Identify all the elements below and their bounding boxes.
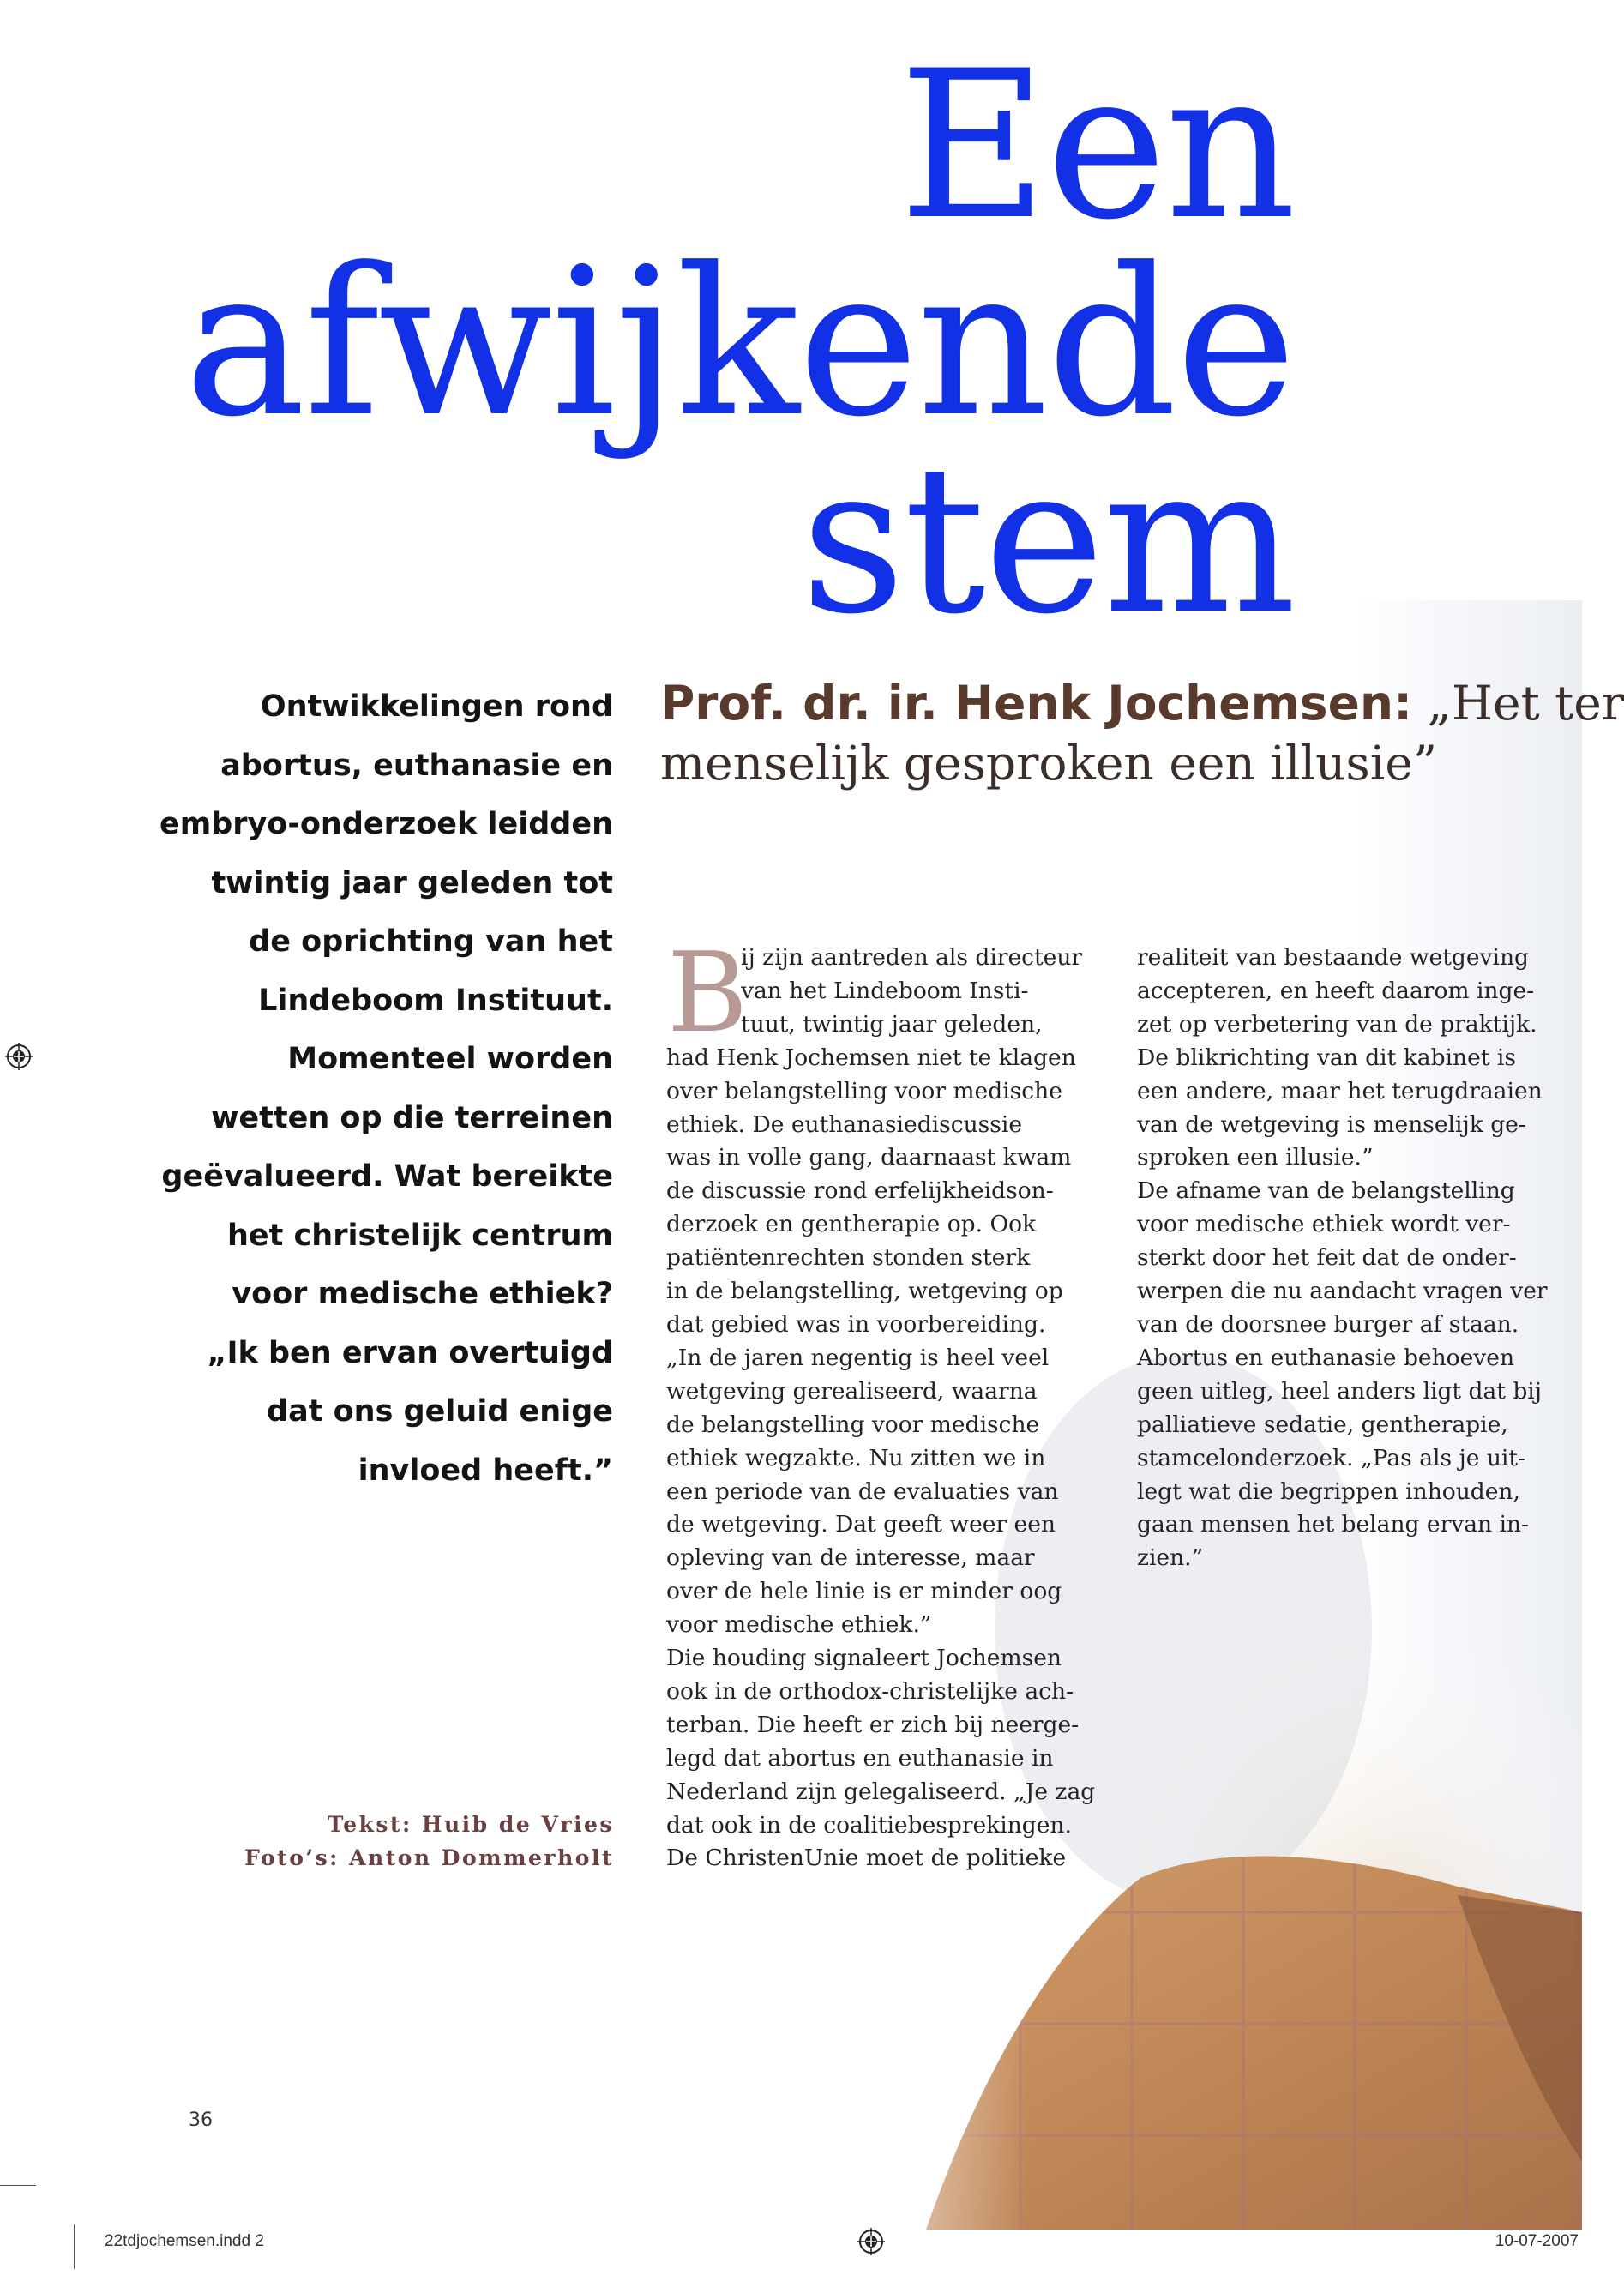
credit-photo: Foto’s: Anton Dommerholt xyxy=(244,1845,614,1870)
article-line: terban. Die heeft er zich bij neerge- xyxy=(666,1711,1080,1738)
slug-filename: 22tdjochemsen.indd 2 xyxy=(105,2232,264,2250)
article-line: derzoek en gentherapie op. Ook xyxy=(666,1211,1037,1238)
article-line: zien.” xyxy=(1137,1544,1204,1572)
article-line: van de doorsnee burger af staan. xyxy=(1137,1310,1519,1338)
article-line: zet op verbetering van de praktijk. xyxy=(1137,1010,1537,1038)
article-line: de wetgeving. Dat geeft weer een xyxy=(666,1511,1056,1538)
registration-mark-icon xyxy=(5,1043,33,1070)
article-line: palliatieve sedatie, gentherapie, xyxy=(1137,1411,1508,1438)
article-line: legd dat abortus en euthanasie in xyxy=(666,1744,1054,1772)
article-line: in de belangstelling, wetgeving op xyxy=(666,1278,1063,1305)
article-line: de discussie rond erfelijkheidson- xyxy=(666,1177,1054,1205)
article-line: Die houding signaleert Jochemsen xyxy=(666,1645,1062,1672)
article-line: een andere, maar het terugdraaien xyxy=(1137,1077,1543,1104)
article-line: wetgeving gerealiseerd, waarna xyxy=(666,1377,1038,1405)
article-line: sterkt door het feit dat de onder- xyxy=(1137,1244,1517,1272)
article-line: dat gebied was in voorbereiding. xyxy=(666,1310,1046,1338)
intro-line: voor medische ethiek? xyxy=(232,1277,613,1311)
article-line: voor medische ethiek wordt ver- xyxy=(1137,1211,1511,1238)
article-line: „In de jaren negentig is heel veel xyxy=(666,1344,1050,1371)
intro-line: abortus, euthanasie en xyxy=(220,748,613,783)
article-line: sproken een illusie.” xyxy=(1137,1144,1374,1171)
article-line: accepteren, en heeft daarom inge- xyxy=(1137,977,1535,1004)
article-column-1 xyxy=(666,942,1104,1875)
intro-line: Ontwikkelingen rond xyxy=(260,689,613,724)
subtitle-quote xyxy=(660,673,1624,793)
article-line: geen uitleg, heel anders ligt dat bij xyxy=(1137,1377,1542,1405)
article-line: Abortus en euthanasie behoeven xyxy=(1137,1344,1515,1371)
article-line: ij zijn aantreden als directeur xyxy=(741,944,1083,971)
article-line: legt wat die begrippen inhouden, xyxy=(1137,1478,1520,1505)
article-line: van de wetgeving is menselijk ge- xyxy=(1137,1110,1526,1138)
article-line: ethiek. De euthanasiediscussie xyxy=(666,1110,1023,1138)
intro-line: invloed heeft.” xyxy=(358,1453,613,1488)
article-line: werpen die nu aandacht vragen ver xyxy=(1137,1278,1548,1305)
headline-line-2: afwijkende xyxy=(183,225,1295,462)
headline-line-1: Een xyxy=(899,27,1295,265)
intro-line: de oprichting van het xyxy=(249,924,613,959)
registration-mark-icon xyxy=(857,2228,885,2255)
article-line: had Henk Jochemsen niet te klagen xyxy=(666,1044,1076,1071)
article-line: realiteit van bestaande wetgeving xyxy=(1137,944,1530,971)
article-line: stamcelonderzoek. „Pas als je uit- xyxy=(1137,1444,1525,1472)
subtitle-name: Prof. dr. ir. Henk Jochemsen: xyxy=(660,676,1413,731)
article-line: tuut, twintig jaar geleden, xyxy=(741,1010,1043,1038)
intro-line: dat ons geluid enige xyxy=(267,1394,613,1429)
article-line: Nederland zijn gelegaliseerd. „Je zag xyxy=(666,1778,1096,1805)
page-number: 36 xyxy=(189,2109,213,2131)
intro-line: Momenteel worden xyxy=(287,1042,613,1076)
article-column-2 xyxy=(1137,942,1574,1575)
article-line: over belangstelling voor medische xyxy=(666,1077,1062,1104)
article-line: ook in de orthodox-christelijke ach- xyxy=(666,1677,1074,1705)
intro-line: wetten op die terreinen xyxy=(211,1100,613,1135)
intro-line: embryo-onderzoek leidden xyxy=(159,807,613,841)
crop-mark xyxy=(74,2224,75,2269)
intro-line: Lindeboom Instituut. xyxy=(258,983,613,1018)
article-line: patiëntenrechten stonden sterk xyxy=(666,1244,1031,1272)
credits xyxy=(171,1808,614,1875)
intro-line: „Ik ben ervan overtuigd xyxy=(207,1335,613,1370)
intro-lead xyxy=(120,677,613,1500)
article-line: De ChristenUnie moet de politieke xyxy=(666,1845,1067,1872)
subtitle-quote-line-2: menselijk gesproken een illusie” xyxy=(660,736,1437,791)
article-line: over de hele linie is er minder oog xyxy=(666,1578,1062,1605)
intro-line: het christelijk centrum xyxy=(226,1218,613,1253)
crop-mark xyxy=(0,2185,36,2186)
credit-text: Tekst: Huib de Vries xyxy=(327,1812,614,1837)
subtitle-quote-line-1: „Het ter xyxy=(1412,676,1624,731)
slug-date: 10-07-2007 xyxy=(1495,2232,1579,2250)
article-line: De afname van de belangstelling xyxy=(1137,1177,1515,1205)
article-line: De blikrichting van dit kabinet is xyxy=(1137,1044,1516,1071)
article-line: voor medische ethiek.” xyxy=(666,1611,932,1639)
article-line: dat ook in de coalitiebesprekingen. xyxy=(666,1811,1072,1839)
intro-line: twintig jaar geleden tot xyxy=(211,865,613,900)
article-line: opleving van de interesse, maar xyxy=(666,1544,1035,1572)
headline-line-3: stem xyxy=(800,422,1295,659)
article-line: was in volle gang, daarnaast kwam xyxy=(666,1144,1072,1171)
article-line: een periode van de evaluaties van xyxy=(666,1478,1059,1505)
article-line: gaan mensen het belang ervan in- xyxy=(1137,1511,1530,1538)
drop-cap: B xyxy=(667,930,749,1057)
article-line: de belangstelling voor medische xyxy=(666,1411,1040,1438)
article-line: ethiek wegzakte. Nu zitten we in xyxy=(666,1444,1046,1472)
intro-line: geëvalueerd. Wat bereikte xyxy=(161,1159,613,1194)
article-line: van het Lindeboom Insti- xyxy=(741,977,1029,1004)
